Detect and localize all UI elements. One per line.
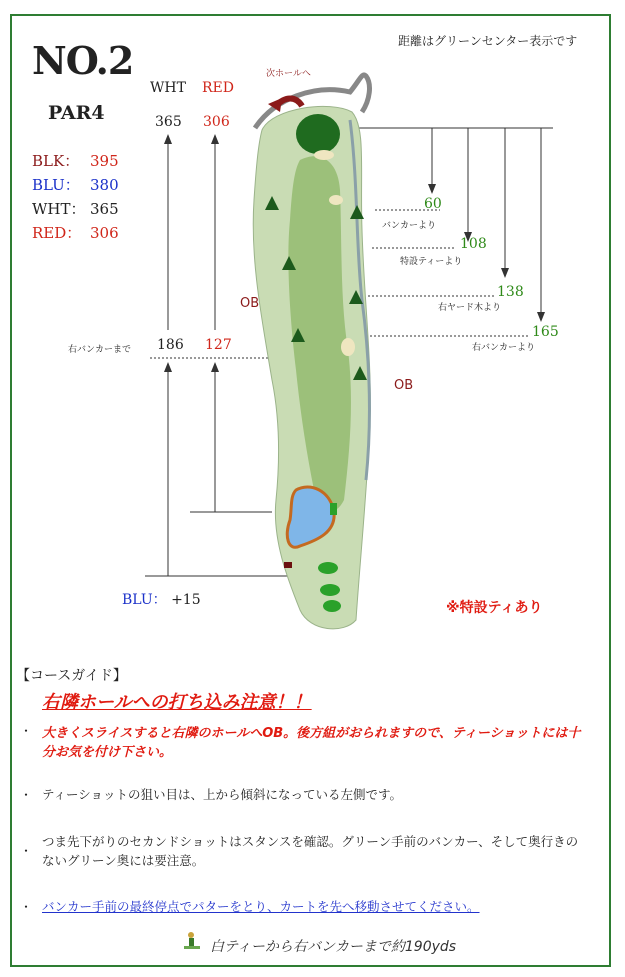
- marker-165-label: 右バンカーより: [472, 343, 536, 353]
- putting-green: [296, 114, 340, 154]
- blu-tee-value: +15: [171, 592, 201, 608]
- guide-item-target: ティーショットの狙い目は、上から傾斜になっている左側です。: [42, 787, 403, 802]
- hole-number: NO.2: [32, 38, 134, 83]
- guide-item-cart-link[interactable]: バンカー手前の最終停点でパターをとり、カートを先へ移動させてください。: [42, 899, 480, 914]
- right-bunker-wht: 186: [157, 337, 184, 353]
- marker-108-label: 特設ティーより: [400, 257, 463, 267]
- tee-blk-label: BLK：: [32, 152, 80, 170]
- marker-138-yards: 138: [497, 284, 524, 300]
- bunker: [329, 195, 343, 205]
- tee-blu-label: BLU：: [32, 176, 80, 194]
- arrow-up-icon: [211, 134, 219, 144]
- course-guide-title: 右隣ホールへの打ち込み注意！！: [42, 692, 312, 713]
- arrow-down-icon: [501, 268, 509, 278]
- marker-138-label: 右ヤード木より: [438, 303, 502, 313]
- blu-tee-label: BLU：: [122, 592, 167, 608]
- next-hole-label: 次ホールへ: [266, 69, 311, 79]
- arrow-up-icon: [164, 362, 172, 372]
- special-tee-note: ※特設ティあり: [446, 600, 543, 616]
- arrow-up-icon: [164, 134, 172, 144]
- distance-note: 距離はグリーンセンター表示です: [398, 34, 578, 48]
- tee-red-label: RED：: [32, 224, 82, 242]
- bullet-icon: ・: [20, 900, 33, 914]
- tee-wht-yards: 365: [90, 200, 119, 218]
- tee-marker: [284, 562, 292, 568]
- bunker: [314, 150, 334, 160]
- tee-box: [320, 584, 340, 596]
- marker-108-yards: 108: [460, 236, 487, 252]
- marker-60-yards: 60: [424, 196, 442, 212]
- arrow-down-icon: [537, 312, 545, 322]
- tee-blk-yards: 395: [90, 152, 119, 170]
- bunker: [341, 338, 355, 356]
- course-guide-heading: 【コースガイド】: [16, 668, 127, 684]
- guide-item-warning: 大きくスライスすると右隣のホールへOB。後方組がおられますので、ティーショットには十分お気を付け下さい。: [42, 726, 581, 760]
- right-bunker-label: 右バンカーまで: [68, 345, 132, 355]
- golfer-icon: [180, 930, 202, 952]
- right-bunker-red: 127: [205, 337, 232, 353]
- ob-right: OB: [394, 378, 414, 393]
- tee-wht-label: WHT：: [32, 200, 86, 218]
- bullet-icon: ・: [20, 788, 33, 802]
- tee-red-yards: 306: [90, 224, 119, 242]
- tee-box: [323, 600, 341, 612]
- wht-total: 365: [155, 114, 182, 130]
- bullet-icon: ・: [20, 724, 33, 738]
- guide-item-second-shot: つま先下がりのセカンドショットはスタンスを確認。グリーン手前のバンカー、そして奥行きのないグリーン奥には要注意。: [42, 834, 579, 868]
- tee-box: [318, 562, 338, 574]
- tee-box: [330, 503, 337, 515]
- arrow-down-icon: [428, 184, 436, 194]
- footer-note: 白ティーから右バンカーまで約190yds: [210, 939, 457, 955]
- tee-blu-yards: 380: [90, 176, 119, 194]
- red-column-label: RED: [202, 80, 234, 96]
- par-label: PAR4: [48, 102, 105, 124]
- ob-left: OB: [240, 296, 260, 311]
- arrow-up-icon: [211, 362, 219, 372]
- marker-60-label: バンカーより: [382, 221, 437, 231]
- red-total: 306: [203, 114, 230, 130]
- marker-165-yards: 165: [532, 324, 559, 340]
- wht-column-label: WHT: [150, 80, 186, 96]
- bullet-icon: ・: [20, 844, 33, 858]
